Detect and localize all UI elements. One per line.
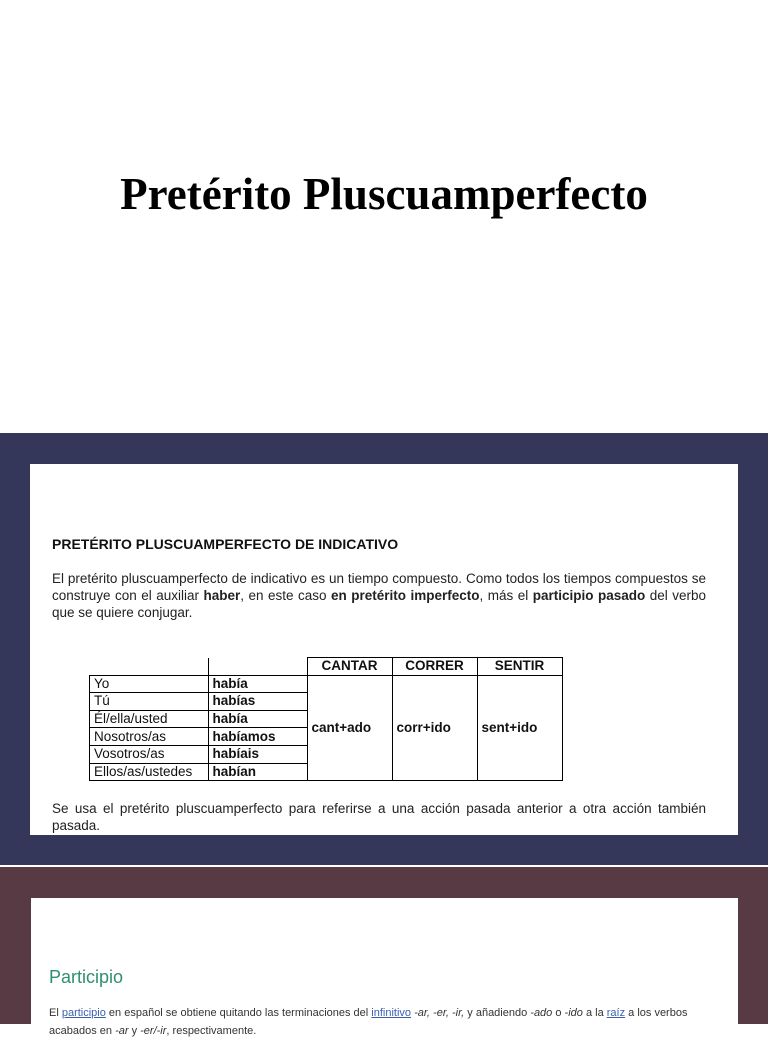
participle-card xyxy=(31,898,738,1038)
intro-bold-haber: haber xyxy=(203,588,241,603)
auxiliary-cell: habían xyxy=(208,763,307,781)
text-span: El xyxy=(49,1007,62,1019)
section-heading: PRETÉRITO PLUSCUAMPERFECTO DE INDICATIVO xyxy=(52,536,399,552)
table-header-row xyxy=(90,658,563,676)
pronoun-cell: Vosotros/as xyxy=(90,745,209,763)
participle-slide xyxy=(0,867,768,1037)
intro-paragraph xyxy=(52,570,706,621)
header-sentir: SENTIR xyxy=(477,658,562,676)
participle-correr: corr+ido xyxy=(392,675,477,781)
participle-heading: Participio xyxy=(49,967,124,987)
participio-link[interactable]: participio xyxy=(61,1007,106,1019)
intro-text-3: , más el xyxy=(479,588,533,603)
intro-bold-participio: participio pasado xyxy=(532,588,646,603)
auxiliary-cell: habías xyxy=(208,693,307,711)
pronoun-cell: Tú xyxy=(90,693,209,711)
usage-paragraph: Se usa el pretérito pluscuamperfecto para referirse a una acción pasada anterior a otra acción también pasada. xyxy=(52,801,706,833)
intro-text-4: del verbo que se quiere conjugar. xyxy=(52,588,707,620)
intro-text-1: El pretérito pluscuamperfecto de indicativo es un tiempo compuesto. Como todos los tiempos compuestos se construye con el auxiliar xyxy=(52,571,706,603)
header-correr: CORRER xyxy=(392,658,477,676)
conjugation-slide xyxy=(0,433,768,865)
text-span: a la xyxy=(582,1007,607,1019)
empty-corner-cell xyxy=(208,658,307,676)
participle-paragraph xyxy=(49,1004,729,1040)
italic-ar: -ar xyxy=(115,1025,129,1037)
auxiliary-cell: había xyxy=(208,710,307,728)
pronoun-cell: Él/ella/usted xyxy=(90,710,209,728)
italic-endings: -ar, -er, -ir, xyxy=(414,1007,465,1019)
pronoun-cell: Nosotros/as xyxy=(90,728,209,746)
infinitivo-link[interactable]: infinitivo xyxy=(371,1007,412,1019)
text-span: y xyxy=(128,1025,141,1037)
conjugation-table xyxy=(89,657,563,781)
text-span: , respectivamente. xyxy=(166,1025,257,1037)
participle-sentir: sent+ido xyxy=(477,675,562,781)
participle-cantar: cant+ado xyxy=(307,675,392,781)
auxiliary-cell: habíais xyxy=(208,745,307,763)
slide-title: Pretérito Pluscuamperfecto xyxy=(120,169,648,219)
table-row xyxy=(90,675,563,693)
auxiliary-cell: habíamos xyxy=(208,728,307,746)
text-span: o xyxy=(552,1007,565,1019)
auxiliary-cell: había xyxy=(208,675,307,693)
pronoun-cell: Yo xyxy=(90,675,209,693)
text-span: y añadiendo xyxy=(464,1007,531,1019)
text-span: a los verbos acabados en xyxy=(49,1007,688,1037)
raiz-link[interactable]: raíz xyxy=(606,1007,626,1019)
empty-corner-cell xyxy=(90,658,209,676)
pronoun-cell: Ellos/as/ustedes xyxy=(90,763,209,781)
italic-ado: -ado xyxy=(530,1007,553,1019)
header-cantar: CANTAR xyxy=(307,658,392,676)
text-span: en español se obtiene quitando las terminaciones del xyxy=(105,1007,372,1019)
italic-ido: -ido xyxy=(564,1007,583,1019)
title-slide xyxy=(0,0,768,433)
italic-er-ir: -er/-ir xyxy=(140,1025,167,1037)
intro-bold-imperfecto: en pretérito imperfecto xyxy=(331,588,480,603)
conjugation-card xyxy=(30,464,738,835)
intro-text-2: , en este caso xyxy=(240,588,332,603)
